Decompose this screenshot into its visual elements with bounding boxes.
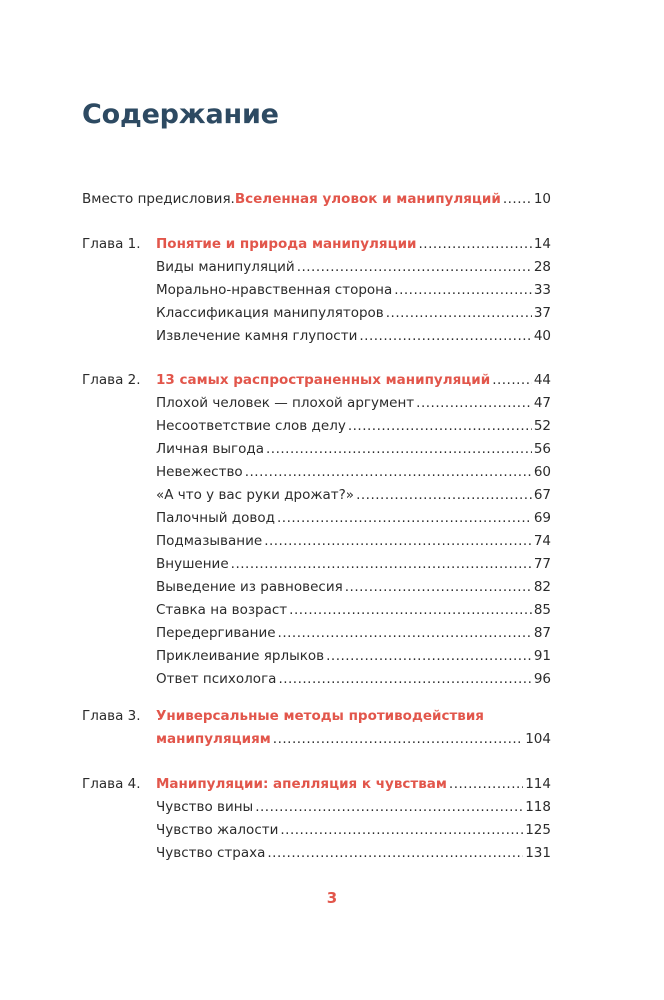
toc-entry-row[interactable] bbox=[156, 819, 551, 841]
dot-leader bbox=[356, 484, 532, 506]
dot-leader bbox=[278, 622, 532, 644]
dot-leader bbox=[273, 728, 523, 750]
toc-page-number: 82 bbox=[533, 579, 551, 595]
toc-heading-label: манипуляциям bbox=[156, 731, 271, 747]
dot-leader bbox=[267, 842, 523, 864]
dot-leader bbox=[231, 553, 532, 575]
dot-leader bbox=[416, 392, 532, 414]
dot-leader bbox=[278, 668, 531, 690]
dot-leader bbox=[503, 188, 532, 210]
dot-leader bbox=[255, 796, 523, 818]
toc-entry-row[interactable] bbox=[156, 507, 551, 529]
toc-entry-row[interactable] bbox=[156, 599, 551, 621]
dot-leader bbox=[266, 438, 532, 460]
toc-page-number: 87 bbox=[533, 625, 551, 641]
toc-entry-label: Извлечение камня глупости bbox=[156, 328, 358, 344]
toc-entry-row[interactable] bbox=[156, 325, 551, 347]
chapter-number: Глава 3. bbox=[82, 708, 141, 724]
toc-page-number: 56 bbox=[533, 441, 551, 457]
dot-leader bbox=[386, 302, 532, 324]
toc-page-number: 47 bbox=[533, 395, 551, 411]
toc-entry-row[interactable] bbox=[156, 530, 551, 552]
toc-page-number: 37 bbox=[533, 305, 551, 321]
toc-page-number: 114 bbox=[525, 776, 551, 792]
toc-heading-label: 13 самых распространенных манипуляций bbox=[156, 372, 491, 388]
toc-entry-label: Невежество bbox=[156, 464, 243, 480]
toc-page-number: 44 bbox=[533, 372, 551, 388]
toc-page-number: 104 bbox=[525, 731, 551, 747]
toc-entry-row[interactable] bbox=[156, 461, 551, 483]
toc-entry-row[interactable] bbox=[156, 576, 551, 598]
toc-heading-label: Вселенная уловок и манипуляций bbox=[234, 191, 501, 207]
dot-leader bbox=[449, 773, 523, 795]
toc-entry-label: Ставка на возраст bbox=[156, 602, 288, 618]
toc-entry-label: Плохой человек — плохой аргумент bbox=[156, 395, 415, 411]
page-number: 3 bbox=[326, 889, 338, 907]
toc-entry-label: Чувство страха bbox=[156, 845, 266, 861]
toc-prefix: Вместо предисловия. bbox=[82, 191, 235, 207]
toc-chapter-title-row[interactable] bbox=[156, 369, 551, 391]
dot-leader bbox=[345, 576, 532, 598]
toc-entry-row[interactable] bbox=[156, 622, 551, 644]
toc-page-number: 69 bbox=[533, 510, 551, 526]
toc-entry-row[interactable] bbox=[156, 415, 551, 437]
toc-entry-label: Ответ психолога bbox=[156, 671, 277, 687]
dot-leader bbox=[359, 325, 531, 347]
toc-entry-label: Передергивание bbox=[156, 625, 276, 641]
toc-heading-label: Универсальные методы противодействия bbox=[156, 708, 484, 724]
toc-page-number: 74 bbox=[533, 533, 551, 549]
dot-leader bbox=[348, 415, 532, 437]
toc-entry-row[interactable] bbox=[156, 553, 551, 575]
toc-entry-row[interactable] bbox=[156, 392, 551, 414]
toc-entry-label: Выведение из равновесия bbox=[156, 579, 343, 595]
toc-entry-label: Виды манипуляций bbox=[156, 259, 295, 275]
toc-preface-row[interactable] bbox=[82, 188, 551, 210]
toc-page-number: 52 bbox=[533, 418, 551, 434]
toc-page-number: 91 bbox=[533, 648, 551, 664]
dot-leader bbox=[245, 461, 532, 483]
dot-leader bbox=[419, 233, 532, 255]
toc-entry-label: «А что у вас руки дрожат?» bbox=[156, 487, 355, 503]
toc-entry-row[interactable] bbox=[156, 668, 551, 690]
toc-entry-row[interactable] bbox=[156, 484, 551, 506]
chapter-number: Глава 4. bbox=[82, 776, 141, 792]
toc-entry-row[interactable] bbox=[156, 796, 551, 818]
chapter-number: Глава 1. bbox=[82, 236, 141, 252]
toc-entry-label: Приклеивание ярлыков bbox=[156, 648, 325, 664]
dot-leader bbox=[492, 369, 532, 391]
toc-page-number: 40 bbox=[533, 328, 551, 344]
dot-leader bbox=[289, 599, 532, 621]
toc-entry-label: Чувство вины bbox=[156, 799, 254, 815]
toc-chapter-title-row[interactable] bbox=[156, 233, 551, 255]
toc-entry-row[interactable] bbox=[156, 302, 551, 324]
toc-page-number: 77 bbox=[533, 556, 551, 572]
toc-entry-row[interactable] bbox=[156, 279, 551, 301]
toc-chapter-title-row[interactable] bbox=[156, 728, 551, 750]
toc-page-number: 10 bbox=[533, 191, 551, 207]
toc-entry-row[interactable] bbox=[156, 842, 551, 864]
toc-page-number: 60 bbox=[533, 464, 551, 480]
toc-page-number: 85 bbox=[533, 602, 551, 618]
dot-leader bbox=[277, 507, 532, 529]
toc-entry-label: Подмазывание bbox=[156, 533, 263, 549]
toc-page-number: 96 bbox=[533, 671, 551, 687]
toc-entry-label: Классификация манипуляторов bbox=[156, 305, 384, 321]
toc-entry-label: Несоответствие слов делу bbox=[156, 418, 346, 434]
dot-leader bbox=[326, 645, 532, 667]
toc-entry-label: Морально-нравственная сторона bbox=[156, 282, 393, 298]
toc-page-number: 118 bbox=[525, 799, 551, 815]
page-title: Содержание bbox=[82, 99, 279, 130]
dot-leader bbox=[297, 256, 532, 278]
toc-entry-label: Палочный довод bbox=[156, 510, 275, 526]
toc-entry-row[interactable] bbox=[156, 256, 551, 278]
toc-page-number: 33 bbox=[533, 282, 551, 298]
toc-page-number: 14 bbox=[533, 236, 551, 252]
toc-heading-label: Манипуляции: апелляция к чувствам bbox=[156, 776, 447, 792]
toc-entry-label: Внушение bbox=[156, 556, 229, 572]
toc-entry-row[interactable] bbox=[156, 438, 551, 460]
toc-page-number: 131 bbox=[525, 845, 551, 861]
toc-chapter-title-row[interactable] bbox=[156, 705, 551, 727]
dot-leader bbox=[280, 819, 523, 841]
toc-entry-label: Личная выгода bbox=[156, 441, 264, 457]
toc-page-number: 125 bbox=[525, 822, 551, 838]
chapter-number: Глава 2. bbox=[82, 372, 141, 388]
toc-page-number: 67 bbox=[533, 487, 551, 503]
toc-page-number: 28 bbox=[533, 259, 551, 275]
toc-entry-label: Чувство жалости bbox=[156, 822, 279, 838]
toc-entry-row[interactable] bbox=[156, 645, 551, 667]
toc-chapter-title-row[interactable] bbox=[156, 773, 551, 795]
toc-heading-label: Понятие и природа манипуляции bbox=[156, 236, 417, 252]
dot-leader bbox=[264, 530, 532, 552]
dot-leader bbox=[394, 279, 532, 301]
